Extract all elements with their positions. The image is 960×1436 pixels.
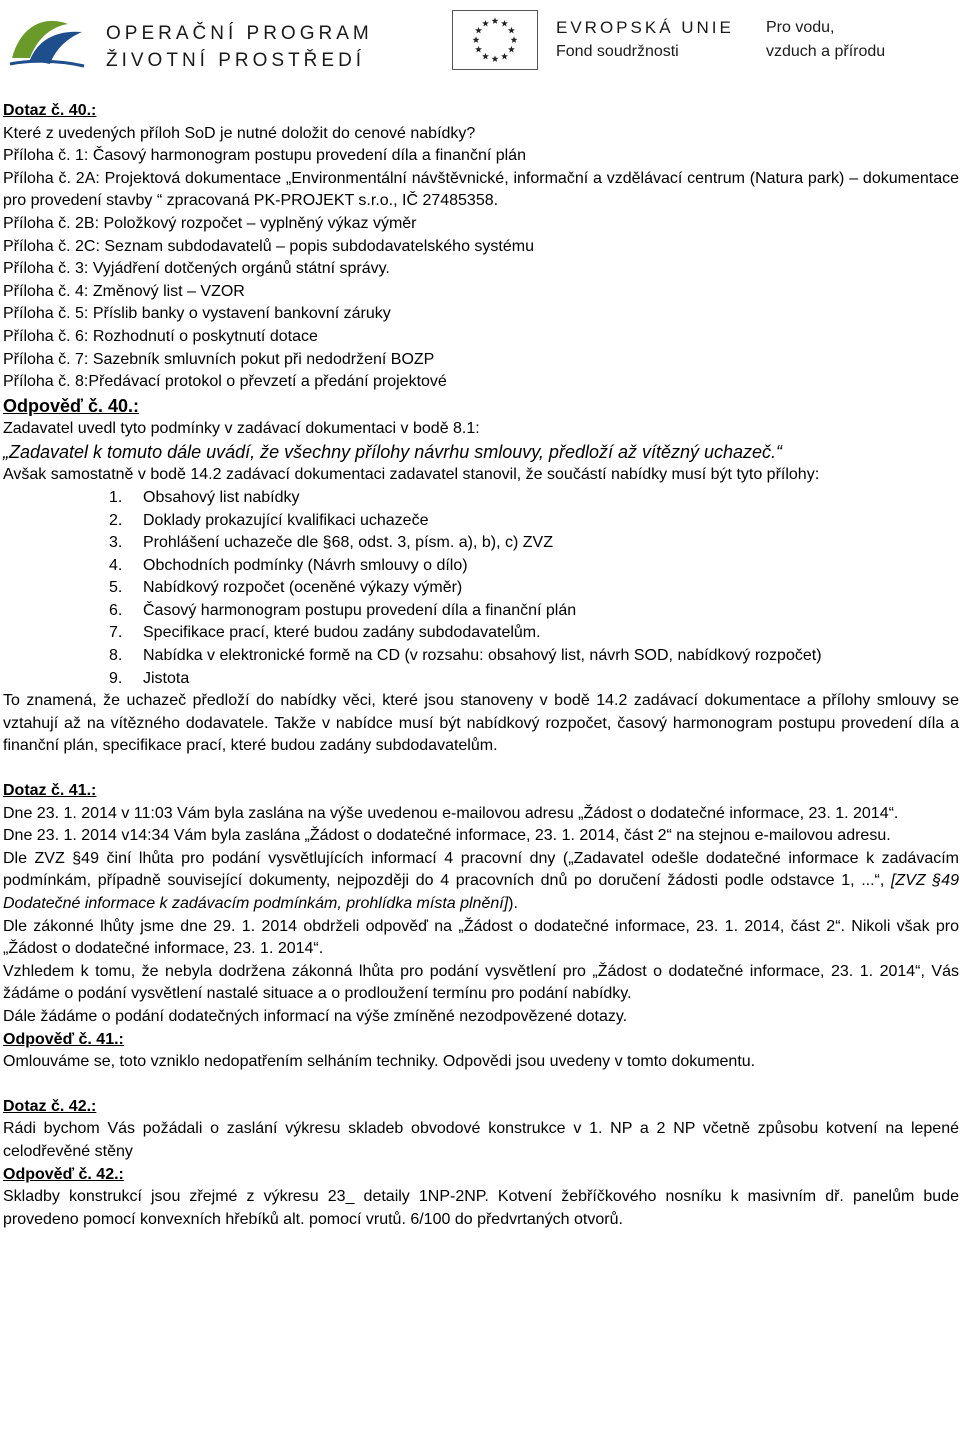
q41-paragraph: Dále žádáme o podání dodatečných informací na výše zmíněné nezodpovězené dotazy. [3,1007,628,1025]
list-item [3,668,959,691]
list-item-number: 4. [109,556,123,574]
a40-intro: Zadavatel uvedl tyto podmínky v zadávací dokumentaci v bodě 8.1: [3,419,480,437]
opzp-logo-line2: ŽIVOTNÍ PROSTŘEDÍ [106,50,366,71]
q40-line: Příloha č. 4: Změnový list – VZOR [3,282,245,300]
list-item [3,622,959,645]
opzp-logo-line1: OPERAČNÍ PROGRAM [106,23,373,44]
list-item-text: Specifikace prací, které budou zadány subdodavatelům. [143,624,541,642]
document-body [3,100,959,1231]
list-item-text: Prohlášení uchazeče dle §68, odst. 3, písm. a), b), c) ZVZ [143,534,553,552]
list-item-number: 5. [109,579,123,597]
eu-logo-text [556,16,734,64]
list-item-number: 2. [109,511,123,529]
list-item [3,555,959,578]
list-item-number: 6. [109,601,123,619]
slogan [766,16,885,64]
opzp-logo-text [106,20,373,74]
eu-flag-icon [452,10,538,70]
a40-however: Avšak samostatně v bodě 14.2 zadávací dokumentaci zadavatel stanovil, že součástí nabídky musí být tyto přílohy: [3,466,820,484]
q40-line: Příloha č. 8:Předávací protokol o převzetí a předání projektové [3,373,447,391]
slogan-line1: Pro vodu, [766,19,835,36]
q40-line: Příloha č. 5: Příslib banky o vystavení bankovní záruky [3,305,391,323]
q40-question: Které z uvedených příloh SoD je nutné doložit do cenové nabídky? [3,124,476,142]
q40-line: Příloha č. 1: Časový harmonogram postupu provedení díla a finanční plán [3,147,526,165]
q41-p3-end: ). [508,895,518,912]
a40-conclusion: To znamená, že uchazeč předloží do nabídky věci, které jsou stanoveny v bodě 14.2 zadávací dokumentace a přílohy smlouvy se vztahují až na vítězného dodavatele. Takže v nabídce musí být nabídkový rozpočet, časový harmonogram postupu provedení díla a finanční plán, specifikace prací, které budou zadány subdodavatelům. [3,692,959,755]
q41-p3-citation: [ZVZ §49 Dodatečné informace k zadávacím podmínkám, prohlídka místa plnění] [3,872,959,912]
q41-paragraph [3,848,959,916]
list-item [3,510,959,533]
opzp-logo [8,14,418,71]
q40-line: Příloha č. 2A: Projektová dokumentace „Environmentální návštěvnické, informační a vzdělávací centrum (Natura park) – dokumentace pro provedení stavby “ zpracovaná PK-PROJEKT s.r.o., IČ 27485358. [3,169,959,210]
a41-text: Omlouváme se, toto vzniklo nedopatřením selháním techniky. Odpovědi jsou uvedeny v tomto dokumentu. [3,1053,756,1071]
list-item-number: 1. [109,488,123,506]
list-item-number: 7. [109,624,123,642]
list-item [3,645,959,668]
list-item [3,577,959,600]
q41-paragraph: Dne 23. 1. 2014 v14:34 Vám byla zaslána „Žádost o dodatečné informace, 23. 1. 2014, část 2“ na stejnou e-mailovou adresu. [3,827,891,845]
required-attachments-list [3,487,959,690]
list-item-text: Časový harmonogram postupu provedení díla a finanční plán [143,601,577,619]
a41-heading: Odpověď č. 41.: [3,1030,124,1048]
list-item-text: Obsahový list nabídky [143,488,300,506]
q40-line: Příloha č. 2B: Položkový rozpočet – vyplněný výkaz výměr [3,214,417,232]
q41-paragraph: Dle zákonné lhůty jsme dne 29. 1. 2014 obdrželi odpověď na „Žádost o dodatečné informace, 23. 1. 2014, část 2“. Nikoli však pro „Žádost o dodatečné informace, 23. 1. 2014“. [3,917,959,958]
list-item-number: 9. [109,669,123,687]
a42-text: Skladby konstrukcí jsou zřejmé z výkresu 23_ detaily 1NP-2NP. Kotvení žebříčkového nosníku k masivním dř. panelům bude provedeno pomocí konvexních hřebíků alt. pomocí vrutů. 6/100 do předvrtaných otvorů. [3,1188,959,1228]
list-item-number: 3. [109,534,123,552]
section-spacer [3,758,959,780]
a40-quote: „Zadavatel k tomuto dále uvádí, že všechny přílohy návrhu smlouvy, předloží až vítězný uchazeč.“ [3,442,783,463]
list-item-text: Nabídkový rozpočet (oceněné výkazy výměr) [143,579,463,597]
list-item [3,532,959,555]
q42-text: Rádi bychom Vás požádali o zaslání výkresu skladeb obvodové konstrukce v 1. NP a 2 NP včetně způsobu kotvení na lepené celodřevěné stěny [3,1120,959,1160]
a40-heading: Odpověď č. 40.: [3,395,139,416]
q40-line: Příloha č. 2C: Seznam subdodavatelů – popis subdodavatelského systému [3,237,534,255]
slogan-line2: vzduch a přírodu [766,43,886,60]
q40-line: Příloha č. 6: Rozhodnutí o poskytnutí dotace [3,327,318,345]
list-item-text: Doklady prokazující kvalifikaci uchazeče [143,511,429,529]
a42-heading: Odpověď č. 42.: [3,1165,124,1183]
list-item [3,600,959,623]
eu-fund: Fond soudržnosti [556,43,679,60]
list-item-text: Obchodních podmínky (Návrh smlouvy o dílo) [143,556,468,574]
list-item-number: 8. [109,647,123,665]
q40-line: Příloha č. 3: Vyjádření dotčených orgánů státní správy. [3,260,390,278]
document-header [0,0,960,80]
q41-paragraph: Dne 23. 1. 2014 v 11:03 Vám byla zaslána na výše uvedenou e-mailovou adresu „Žádost o dodatečné informace, 23. 1. 2014“. [3,804,899,822]
list-item-text: Nabídka v elektronické formě na CD (v rozsahu: obsahový list, návrh SOD, nabídkový rozpočet) [143,647,822,665]
q41-p3-text: Dle ZVZ §49 činí lhůta pro podání vysvětlujících informací 4 pracovní dny („Zadavatel odešle dodatečné informace k zadávacím podmínkám, případně související dokumenty, nejpozději do 4 pracovních dnů po doručení žádosti podle odstavce 1, ...“, [3,849,959,890]
opzp-logo-mark-icon [8,14,86,68]
q41-heading: Dotaz č. 41.: [3,782,97,800]
q42-heading: Dotaz č. 42.: [3,1097,97,1115]
eu-title: EVROPSKÁ UNIE [556,18,734,37]
q40-heading: Dotaz č. 40.: [3,102,97,119]
list-item [3,487,959,510]
q40-line: Příloha č. 7: Sazebník smluvních pokut při nedodržení BOZP [3,350,435,368]
q41-paragraph: Vzhledem k tomu, že nebyla dodržena zákonná lhůta pro podání vysvětlení pro „Žádost o dodatečné informace, 23. 1. 2014“, Vás žádáme o podání vysvětlení nastalé situace a o prodloužení termínu pro podání nabídky. [3,962,959,1003]
list-item-text: Jistota [143,669,190,687]
section-spacer [3,1074,959,1096]
